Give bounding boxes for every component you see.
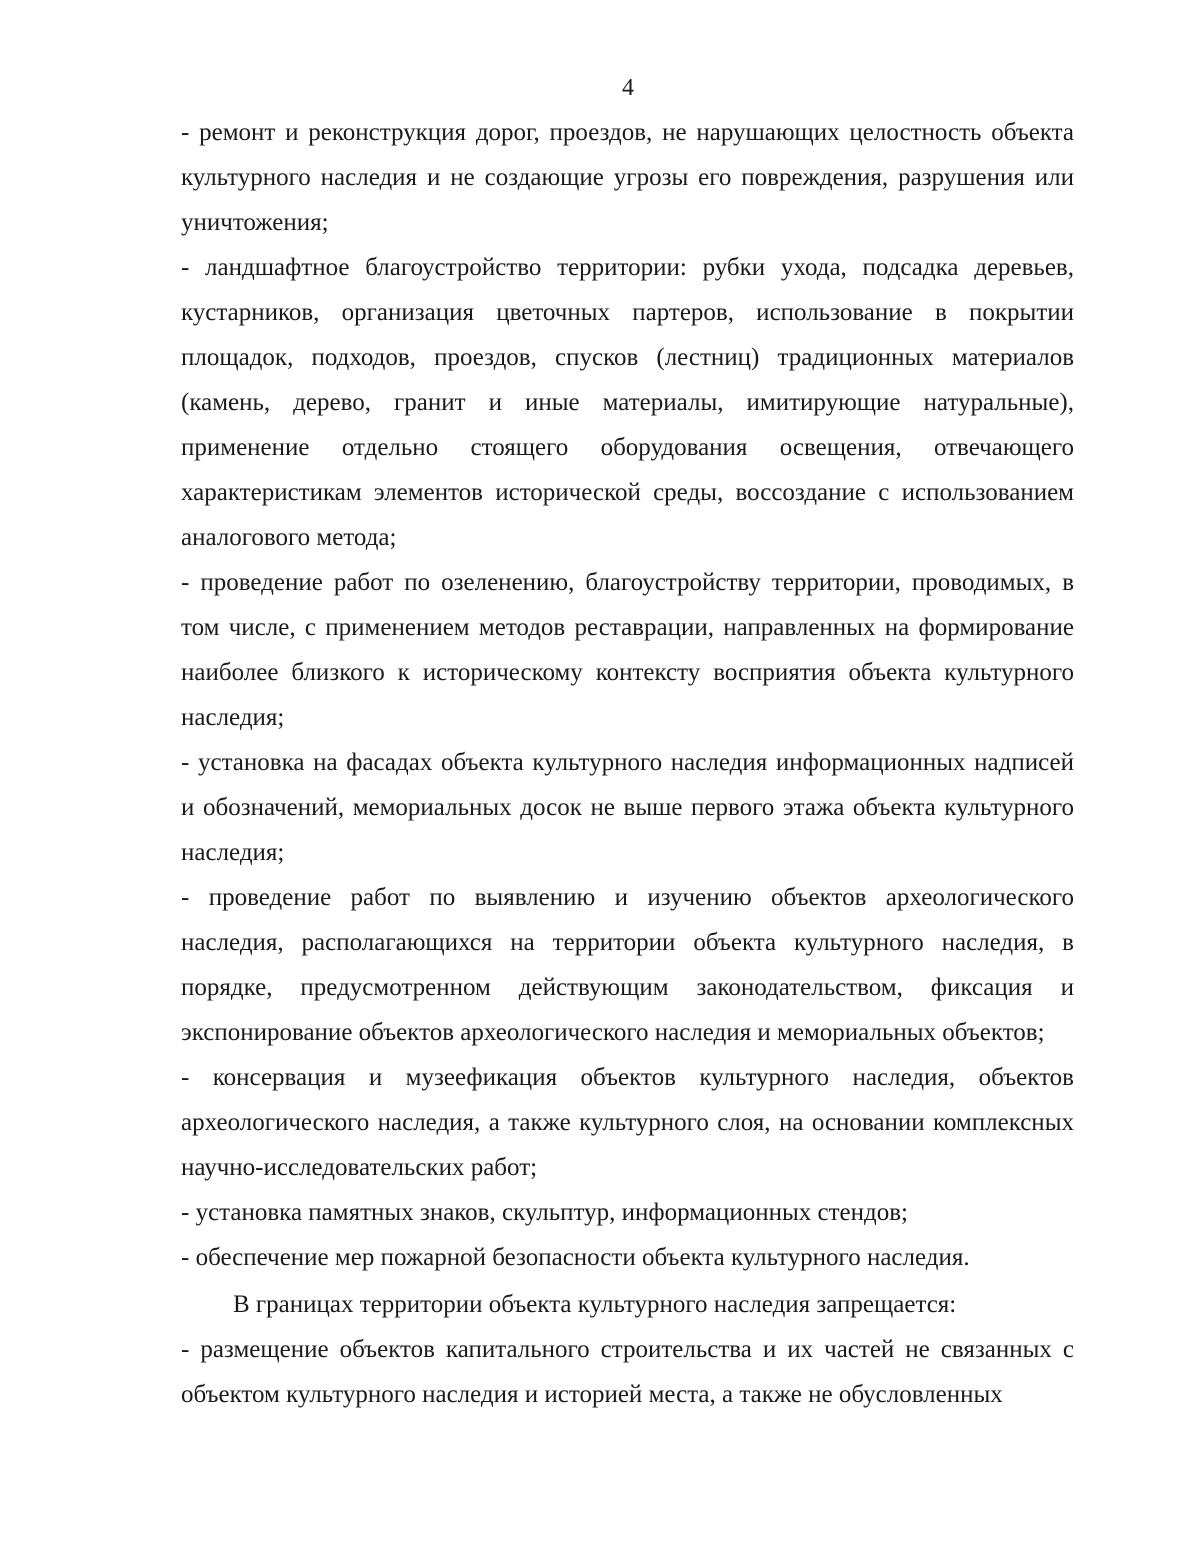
- paragraph-prohibition-construction: - размещение объектов капитального строительства и их частей не связанных с объектом культурного наследия и историей места, а также не обусловленных: [181, 1336, 1074, 1408]
- paragraph-road-repair: - ремонт и реконструкция дорог, проездов, не нарушающих целостность объекта культурного наследия и не создающие угрозы его повреждения, разрушения или уничтожения;: [181, 119, 1074, 236]
- page-number: 4: [622, 75, 634, 101]
- paragraph-greening: - проведение работ по озеленению, благоустройству территории, проводимых, в том числе, с применением методов реставрации, направленных на формирование наиболее близкого к историческому контексту восприятия объекта культурного наследия;: [181, 569, 1074, 731]
- paragraph-fire-safety: - обеспечение мер пожарной безопасности объекта культурного наследия.: [181, 1244, 970, 1271]
- body-text: [181, 110, 1074, 1417]
- paragraph-archaeology: - проведение работ по выявлению и изучению объектов археологического наследия, располагающихся на территории объекта культурного наследия, в порядке, предусмотренном действующим законодательством, фиксация и экспонирование объектов археологического наследия и мемориальных объектов;: [181, 884, 1074, 1046]
- paragraph-memorials: - установка памятных знаков, скульптур, информационных стендов;: [181, 1199, 908, 1226]
- paragraph-facade-signs: - установка на фасадах объекта культурного наследия информационных надписей и обозначений, мемориальных досок не выше первого этажа объекта культурного наследия;: [181, 749, 1074, 866]
- paragraph-prohibitions-heading: В границах территории объекта культурного наследия запрещается:: [233, 1291, 957, 1318]
- paragraph-conservation: - консервация и музеефикация объектов культурного наследия, объектов археологического наследия, а также культурного слоя, на основании комплексных научно-исследовательских работ;: [181, 1064, 1074, 1181]
- paragraph-landscaping: - ландшафтное благоустройство территории: рубки ухода, подсадка деревьев, кустарников, организация цветочных партеров, использование в покрытии площадок, подходов, проездов, спусков (лестниц) традиционных материалов (камень, дерево, гранит и иные материалы, имитирующие натуральные), применение отдельно стоящего оборудования освещения, отвечающего характеристикам элементов исторической среды, воссоздание с использованием аналогового метода;: [181, 254, 1074, 551]
